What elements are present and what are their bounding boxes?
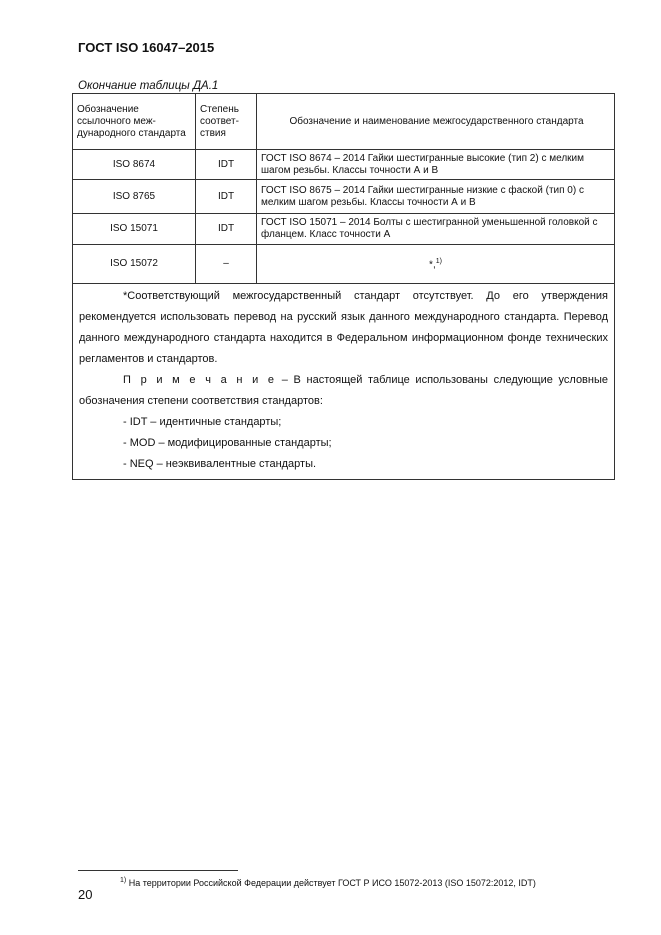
cell-name (257, 245, 615, 284)
cell-degree: IDT (196, 214, 257, 245)
cell-degree: IDT (196, 180, 257, 214)
document-header: ГОСТ ISO 16047–2015 (78, 40, 215, 55)
standards-table (72, 93, 615, 480)
cell-degree: IDT (196, 150, 257, 180)
cell-ref: ISO 15072 (73, 245, 196, 284)
list-item: - IDT – идентичные стандарты; (123, 416, 282, 428)
cell-ref: ISO 8765 (73, 180, 196, 214)
cell-ref: ISO 15071 (73, 214, 196, 245)
footnote-marker: 1) (120, 877, 127, 884)
cell-name: ГОСТ ISO 8674 – 2014 Гайки шестигранные высокие (тип 2) с мелким шагом резьбы. Классы точности А и В (257, 150, 615, 180)
table-note (79, 370, 608, 412)
list-item: - MOD – модифицированные стандарты; (123, 437, 332, 449)
header-ref-standard: Обозначение ссылочного меж-дународного стандарта (73, 94, 196, 150)
table-row (73, 245, 615, 284)
footnote-text: На территории Российской Федерации действует ГОСТ Р ИСО 15072-2013 (ISO 15072:2012, IDT) (126, 878, 536, 888)
asterisk-note: *Соответствующий межгосударственный стандарт отсутствует. До его утверждения рекомендуется использовать перевод на русский язык данного международного стандарта. Перевод данного международного стандарта находится в Федеральном информационном фонде технических регламентов и стандартов. (79, 290, 608, 365)
table-row (73, 150, 615, 180)
cell-name: ГОСТ ISO 8675 – 2014 Гайки шестигранные низкие с фаской (тип 0) с мелким шагом резьбы. Классы точности А и В (257, 180, 615, 214)
table-caption: Окончание таблицы ДА.1 (78, 80, 219, 92)
header-degree: Степень соответ-ствия (196, 94, 257, 150)
cell-name: ГОСТ ISO 15071 – 2014 Болты с шестигранной уменьшенной головкой с фланцем. Класс точности А (257, 214, 615, 245)
header-standard-name: Обозначение и наименование межгосударственного стандарта (257, 94, 615, 150)
footnote-separator (78, 870, 238, 871)
table-header-row (73, 94, 615, 150)
notes-cell (73, 284, 615, 480)
cell-ref: ISO 8674 (73, 150, 196, 180)
footnote (120, 877, 536, 888)
table-row (73, 214, 615, 245)
notes-row (73, 284, 615, 480)
cell-name-text: *, (429, 259, 436, 271)
note-text: – В настоящей таблице использованы следующие условные обозначения степени соответствия стандартов: (79, 374, 608, 407)
list-item: - NEQ – неэквивалентные стандарты. (123, 458, 317, 470)
table-row (73, 180, 615, 214)
page-number: 20 (78, 887, 93, 902)
footnote-ref: 1) (435, 258, 442, 266)
cell-degree: – (196, 245, 257, 284)
note-label: П р и м е ч а н и е (123, 374, 277, 386)
